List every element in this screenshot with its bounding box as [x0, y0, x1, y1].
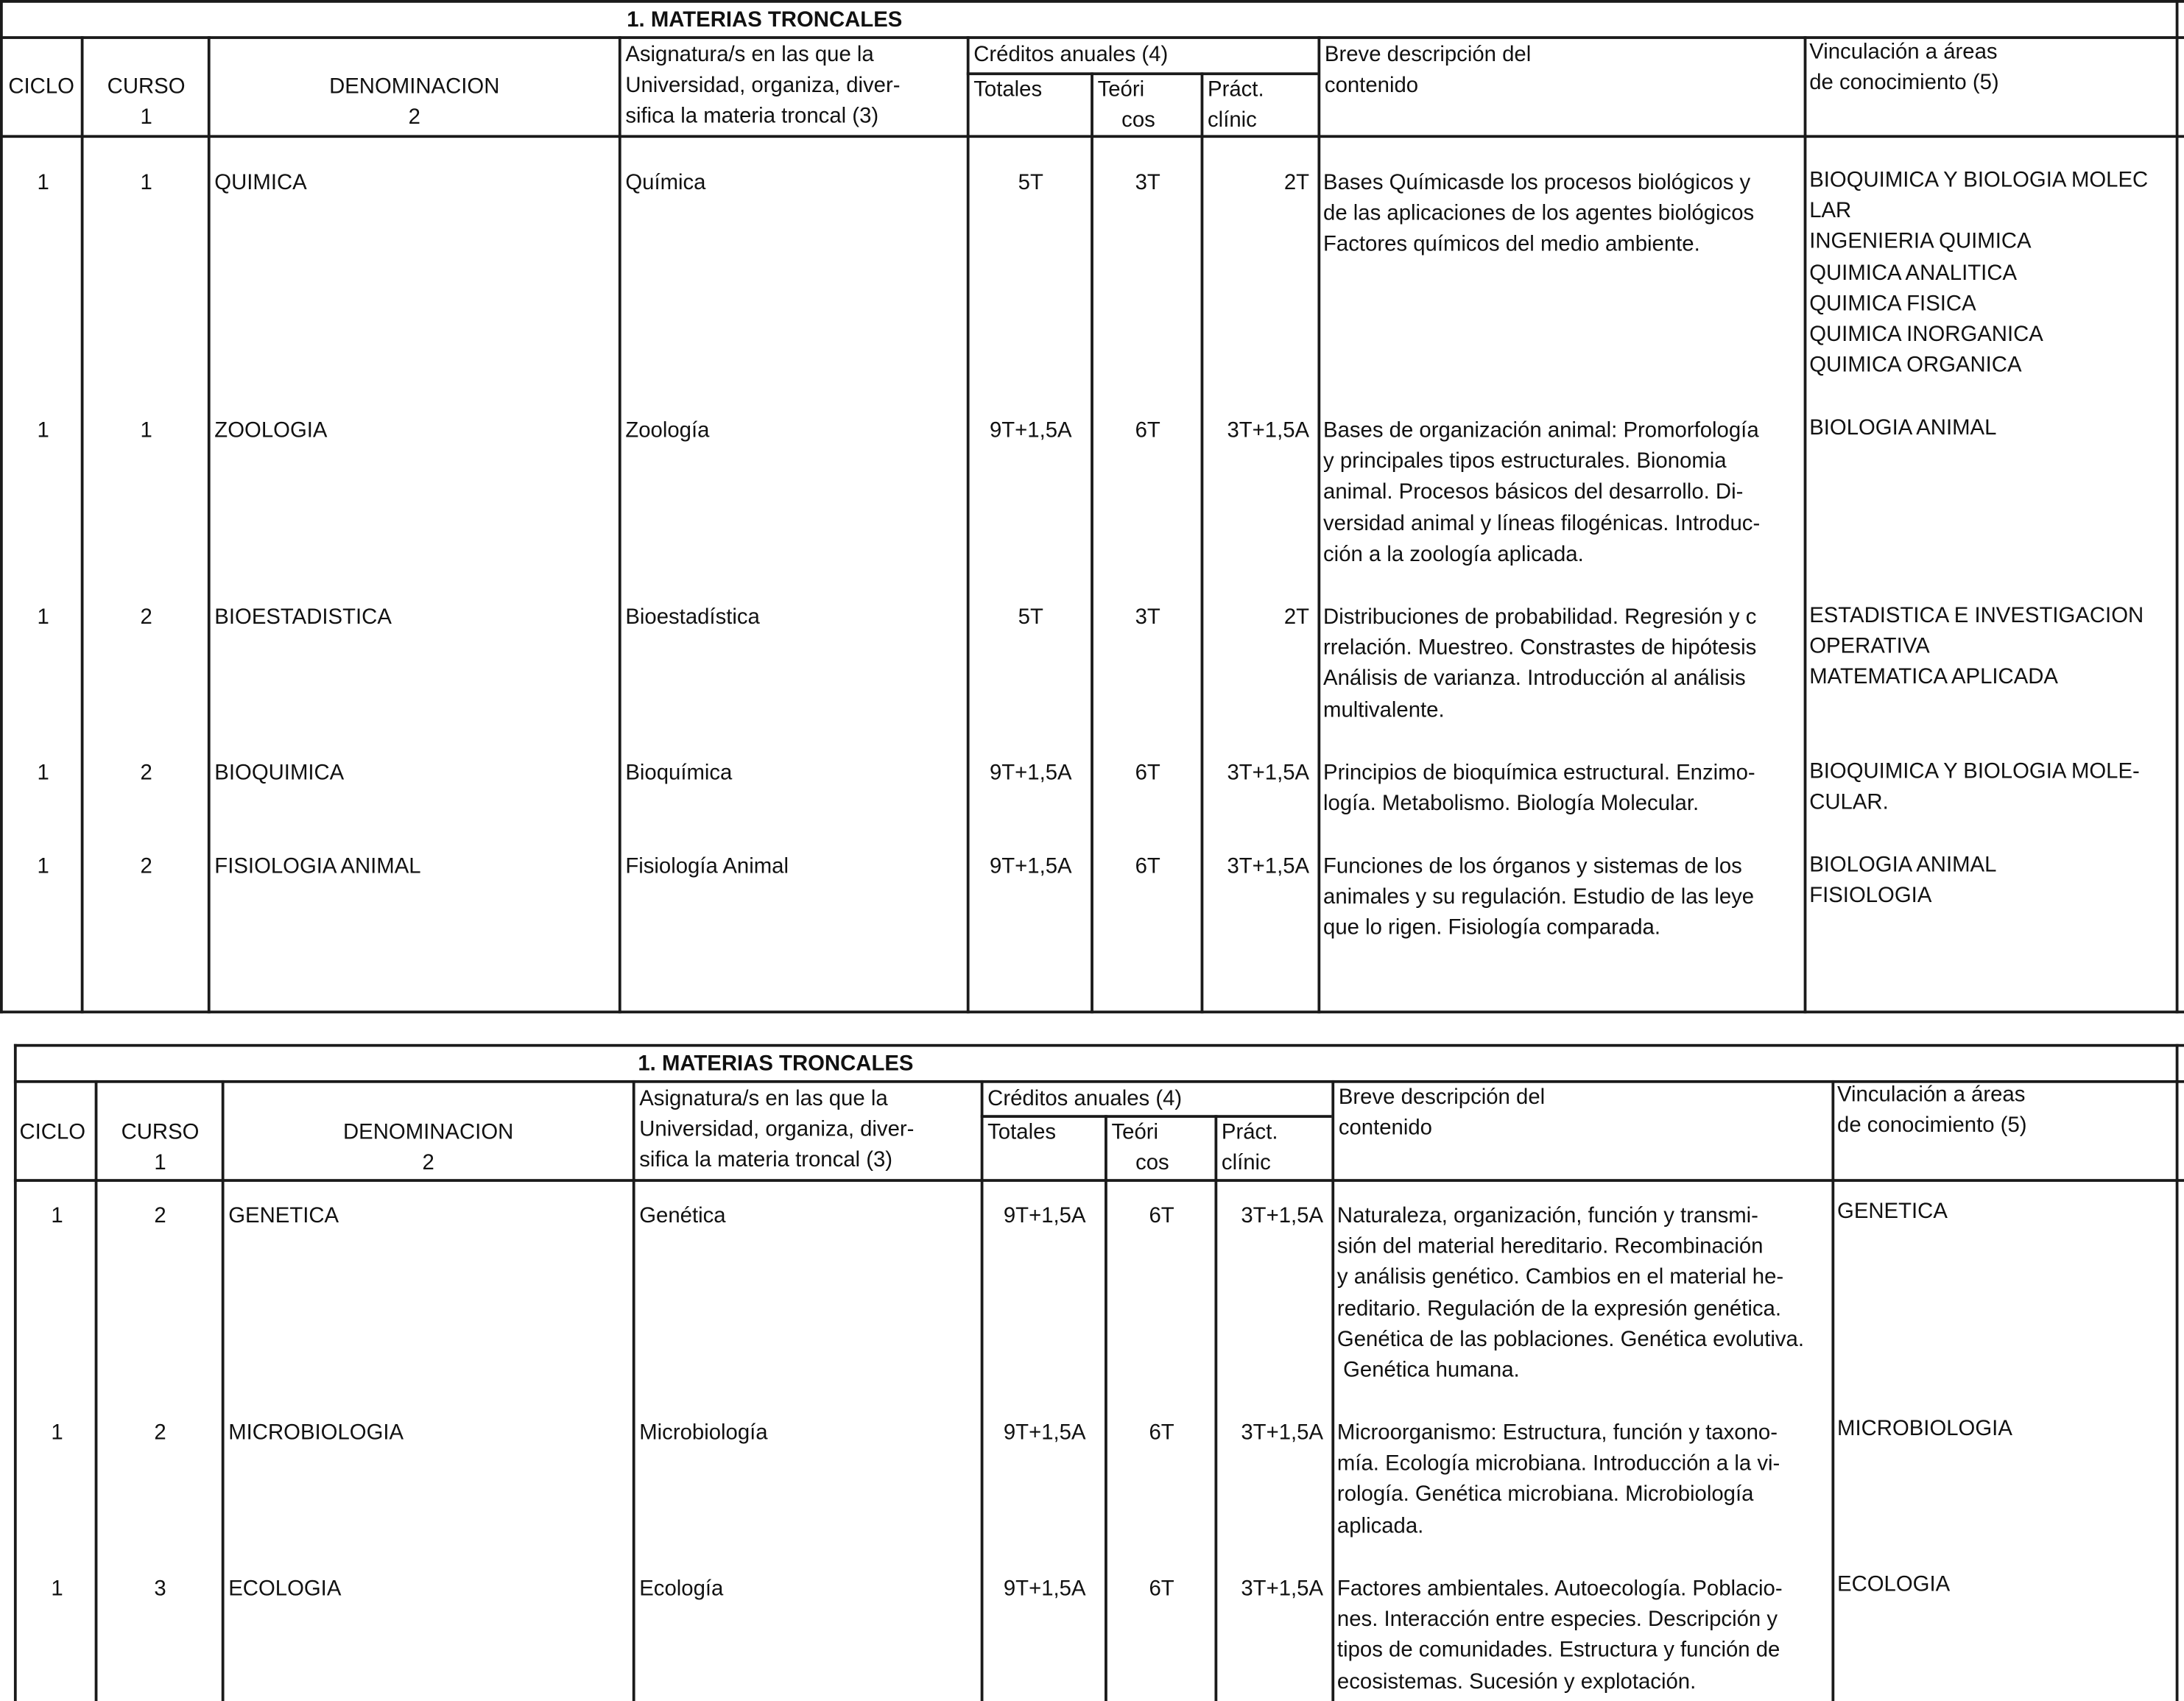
header-curso-num: 1: [140, 105, 152, 130]
cell-vinculacion: ESTADISTICA E INVESTIGACION OPERATIVA MATEMATICA APLICADA: [1809, 604, 2144, 690]
cell-practicos: 3T+1,5A: [1241, 1204, 1324, 1228]
cell-practicos: 2T: [1283, 605, 1310, 630]
cell-vinculacion: BIOQUIMICA Y BIOLOGIA MOLEC LAR INGENIERIA QUIMICA QUIMICA ANALITICA QUIMICA FISICA QUIMICA INORGANICA QUIMICA ORGANICA: [1809, 168, 2149, 378]
cell-asignatura: Bioestadística: [625, 605, 760, 630]
cell-asignatura: Microbiología: [639, 1421, 768, 1445]
cell-totales: 9T+1,5A: [989, 854, 1072, 878]
cell-asignatura: Bioquímica: [625, 761, 733, 786]
cell-ciclo: 1: [37, 605, 49, 630]
cell-curso: 2: [140, 761, 152, 786]
header-teoricos: Teóri cos: [1097, 77, 1155, 133]
header-asignatura: Asignatura/s en las que la Universidad, organiza, diver- sifica la materia troncal (3): [639, 1087, 915, 1173]
header-denominacion-num: 2: [422, 1151, 434, 1175]
header-totales: Totales: [987, 1120, 1057, 1144]
cell-teoricos: 6T: [1135, 419, 1160, 443]
cell-denominacion: QUIMICA: [214, 171, 307, 195]
cell-descripcion: Naturaleza, organización, función y transmi- sión del material hereditario. Recombinación y análisis genético. Cambios en el material he- reditario. Regulación de la expresión genética. Genética de las poblaciones. Genética evolutiva. Genética humana.: [1336, 1204, 1804, 1383]
cell-teoricos: 3T: [1135, 171, 1160, 195]
rule: [2176, 0, 2179, 1013]
cell-descripcion: Funciones de los órganos y sistemas de los animales y su regulación. Estudio de las leye que lo rigen. Fisiología comparada.: [1323, 854, 1755, 940]
cell-vinculacion: ECOLOGIA: [1837, 1573, 1951, 1597]
cell-denominacion: GENETICA: [228, 1204, 339, 1228]
cell-teoricos: 3T: [1135, 605, 1160, 630]
cell-denominacion: ECOLOGIA: [228, 1577, 342, 1601]
cell-asignatura: Zoología: [625, 419, 710, 443]
rule: [981, 1080, 984, 1701]
cell-ciclo: 1: [37, 761, 49, 786]
cell-vinculacion: GENETICA: [1837, 1200, 1948, 1224]
cell-vinculacion: BIOQUIMICA Y BIOLOGIA MOLE- CULAR.: [1809, 760, 2140, 815]
cell-curso: 2: [140, 854, 152, 878]
header-descripcion: Breve descripción del contenido: [1338, 1085, 1546, 1141]
cell-ciclo: 1: [51, 1204, 63, 1228]
header-vinculacion: Vinculación a áreas de conocimiento (5): [1809, 40, 1999, 95]
cell-teoricos: 6T: [1135, 854, 1160, 878]
cell-denominacion: MICROBIOLOGIA: [228, 1421, 404, 1445]
cell-asignatura: Ecología: [639, 1577, 724, 1601]
table-title: 1. MATERIAS TRONCALES: [638, 1052, 914, 1077]
header-ciclo: CICLO: [8, 75, 74, 99]
cell-curso: 2: [154, 1204, 166, 1228]
cell-curso: 2: [140, 605, 152, 630]
cell-totales: 9T+1,5A: [989, 761, 1072, 786]
cell-descripcion: Factores ambientales. Autoecología. Poblacio- nes. Interacción entre especies. Descripción y tipos de comunidades. Estructura y función de ecosistemas. Sucesión y explotación.: [1336, 1577, 1783, 1694]
rule: [1804, 36, 1807, 1013]
cell-totales: 5T: [1018, 171, 1043, 195]
cell-totales: 9T+1,5A: [989, 419, 1072, 443]
header-denominacion: DENOMINACION: [342, 1120, 514, 1144]
cell-teoricos: 6T: [1149, 1577, 1174, 1601]
cell-teoricos: 6T: [1149, 1421, 1174, 1445]
rule: [2176, 1044, 2179, 1701]
cell-practicos: 3T+1,5A: [1241, 1577, 1324, 1601]
rule: [1317, 36, 1320, 1013]
cell-teoricos: 6T: [1149, 1204, 1174, 1228]
cell-totales: 9T+1,5A: [1003, 1204, 1086, 1228]
header-denominacion: DENOMINACION: [329, 75, 500, 99]
cell-vinculacion: MICROBIOLOGIA: [1837, 1417, 2012, 1441]
cell-ciclo: 1: [37, 419, 49, 443]
materias-troncales-table-2: [14, 1044, 2184, 1701]
cell-totales: 5T: [1018, 605, 1043, 630]
header-curso-num: 1: [154, 1151, 166, 1175]
rule: [619, 36, 621, 1013]
header-creditos: Créditos anuales (4): [973, 43, 1169, 67]
cell-asignatura: Fisiología Animal: [625, 854, 789, 878]
cell-practicos: 3T+1,5A: [1227, 854, 1310, 878]
cell-descripcion: Distribuciones de probabilidad. Regresión y c rrelación. Muestreo. Constrastes de hipótesis Análisis de varianza. Introducción al análisis multivalente.: [1323, 605, 1757, 722]
rule: [633, 1080, 635, 1701]
header-asignatura: Asignatura/s en las que la Universidad, organiza, diver- sifica la materia troncal (3): [625, 43, 901, 129]
header-practicos: Práct. clínic: [1208, 77, 1264, 133]
header-practicos: Práct. clínic: [1221, 1120, 1278, 1175]
cell-curso: 1: [140, 171, 152, 195]
cell-practicos: 3T+1,5A: [1227, 419, 1310, 443]
header-vinculacion: Vinculación a áreas de conocimiento (5): [1837, 1082, 2027, 1138]
cell-totales: 9T+1,5A: [1003, 1421, 1086, 1445]
rule: [14, 1179, 2184, 1182]
cell-practicos: 2T: [1283, 171, 1310, 195]
header-ciclo: CICLO: [19, 1120, 86, 1144]
rule: [1831, 1080, 1834, 1701]
cell-ciclo: 1: [51, 1421, 63, 1445]
cell-descripcion: Principios de bioquímica estructural. Enzimo- logía. Metabolismo. Biología Molecular.: [1323, 761, 1755, 817]
cell-vinculacion: BIOLOGIA ANIMAL: [1809, 416, 1997, 440]
cell-ciclo: 1: [51, 1577, 63, 1601]
cell-denominacion: FISIOLOGIA ANIMAL: [214, 854, 421, 878]
cell-ciclo: 1: [37, 171, 49, 195]
rule: [1331, 1080, 1334, 1701]
cell-denominacion: BIOQUIMICA: [214, 761, 345, 786]
header-descripcion: Breve descripción del contenido: [1324, 43, 1532, 98]
header-teoricos: Teóri cos: [1111, 1120, 1169, 1175]
cell-ciclo: 1: [37, 854, 49, 878]
cell-totales: 9T+1,5A: [1003, 1577, 1086, 1601]
cell-asignatura: Química: [625, 171, 706, 195]
table-title: 1. MATERIAS TRONCALES: [627, 8, 903, 32]
header-totales: Totales: [973, 77, 1043, 102]
header-curso: CURSO: [121, 1120, 200, 1144]
cell-descripcion: Bases de organización animal: Promorfología y principales tipos estructurales. Bionomia animal. Procesos básicos del desarrollo. Di- versidad animal y líneas filogénicas. Introduc- ción a la zoología aplicada.: [1323, 419, 1761, 567]
cell-curso: 3: [154, 1577, 166, 1601]
cell-practicos: 3T+1,5A: [1227, 761, 1310, 786]
header-creditos: Créditos anuales (4): [987, 1087, 1183, 1111]
cell-curso: 2: [154, 1421, 166, 1445]
cell-practicos: 3T+1,5A: [1241, 1421, 1324, 1445]
cell-denominacion: ZOOLOGIA: [214, 419, 328, 443]
cell-teoricos: 6T: [1135, 761, 1160, 786]
cell-vinculacion: BIOLOGIA ANIMAL FISIOLOGIA: [1809, 853, 1997, 908]
header-denominacion-num: 2: [408, 105, 420, 130]
cell-curso: 1: [140, 419, 152, 443]
header-curso: CURSO: [107, 75, 186, 99]
rule: [0, 0, 2184, 3]
cell-descripcion: Microorganismo: Estructura, función y taxono- mía. Ecología microbiana. Introducción a la vi- rología. Genética microbiana. Microbiología aplicada.: [1336, 1421, 1780, 1538]
cell-denominacion: BIOESTADISTICA: [214, 605, 392, 630]
rule: [14, 1044, 2184, 1047]
cell-asignatura: Genética: [639, 1204, 726, 1228]
cell-descripcion: Bases Químicasde los procesos biológicos y de las aplicaciones de los agentes biológicos Factores químicos del medio ambiente.: [1323, 171, 1755, 257]
